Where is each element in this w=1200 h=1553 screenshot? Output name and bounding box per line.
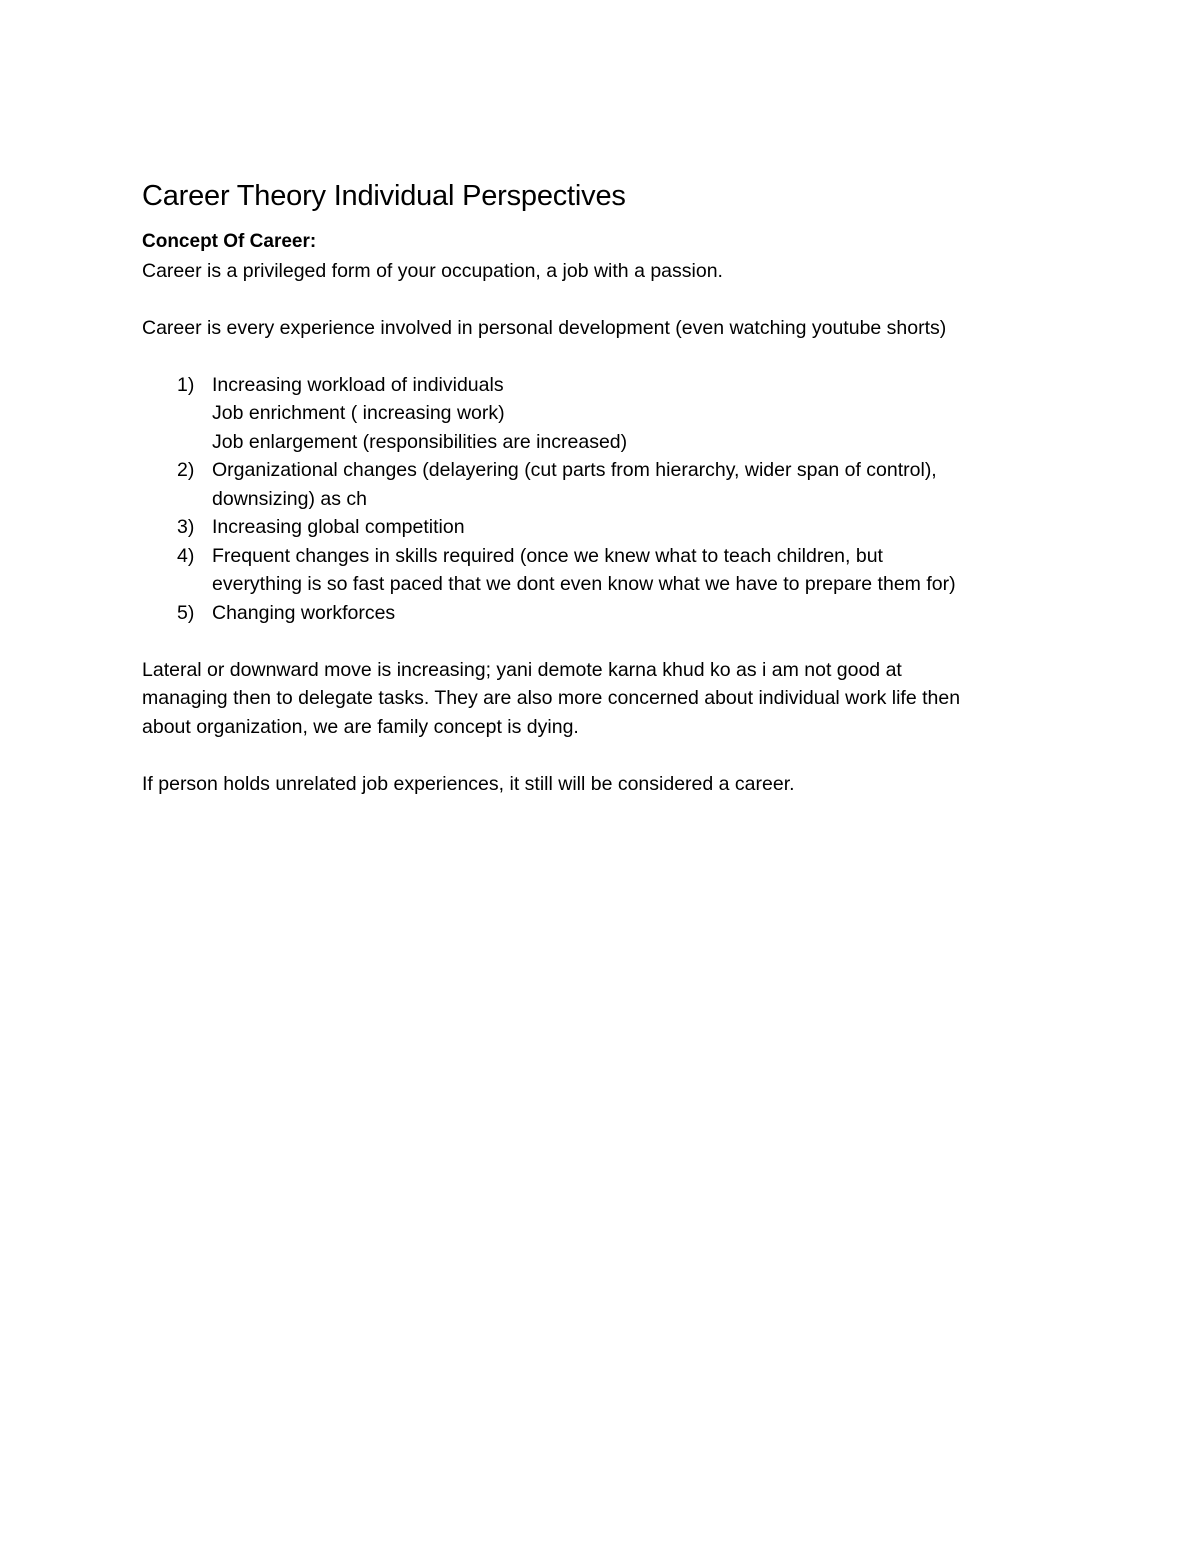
list-item-number: 5) bbox=[177, 601, 195, 624]
paragraph-line: Lateral or downward move is increasing; yani demote karna khud ko as i am not good at bbox=[142, 658, 902, 681]
list-item bbox=[142, 371, 1062, 457]
paragraph-unrelated-experience: If person holds unrelated job experiences, it still will be considered a career. bbox=[142, 772, 795, 795]
list-item-line: Changing workforces bbox=[212, 601, 396, 624]
paragraph-career-experience: Career is every experience involved in personal development (even watching youtube shorts) bbox=[142, 316, 947, 339]
document-title: Career Theory Individual Perspectives bbox=[142, 180, 626, 212]
list-item-number: 4) bbox=[177, 544, 195, 567]
list-item-line: downsizing) as ch bbox=[212, 487, 367, 510]
paragraph-line: managing then to delegate tasks. They are also more concerned about individual work life then bbox=[142, 687, 961, 709]
paragraph-lateral-move bbox=[142, 656, 1062, 742]
list-item-line: Frequent changes in skills required (once we knew what to teach children, but bbox=[212, 544, 883, 567]
list-item-line: Organizational changes (delayering (cut parts from hierarchy, wider span of control), bbox=[212, 459, 937, 481]
list-item-line: everything is so fast paced that we dont even know what we have to prepare them for) bbox=[212, 573, 956, 595]
paragraph-line: about organization, we are family concept is dying. bbox=[142, 715, 579, 738]
list-item-number: 2) bbox=[177, 459, 195, 481]
list-item-line: Job enrichment ( increasing work) bbox=[212, 402, 505, 424]
spacer bbox=[142, 285, 1062, 314]
list-item bbox=[142, 456, 1062, 513]
spacer bbox=[142, 627, 1062, 656]
concept-heading: Concept Of Career: bbox=[142, 231, 317, 252]
list-item-number: 3) bbox=[177, 516, 195, 538]
list-item-number: 1) bbox=[177, 373, 195, 396]
list-item-line: Job enlargement (responsibilities are increased) bbox=[212, 430, 628, 453]
spacer bbox=[142, 741, 1062, 770]
list-item-line: Increasing workload of individuals bbox=[212, 373, 504, 396]
list-item bbox=[142, 599, 1062, 628]
paragraph-career-definition: Career is a privileged form of your occupation, a job with a passion. bbox=[142, 259, 723, 282]
spacer bbox=[142, 342, 1062, 371]
document-content bbox=[142, 178, 1062, 798]
list-item bbox=[142, 513, 1062, 542]
list-item bbox=[142, 542, 1062, 599]
list-item-line: Increasing global competition bbox=[212, 516, 465, 538]
numbered-list bbox=[142, 371, 1062, 628]
